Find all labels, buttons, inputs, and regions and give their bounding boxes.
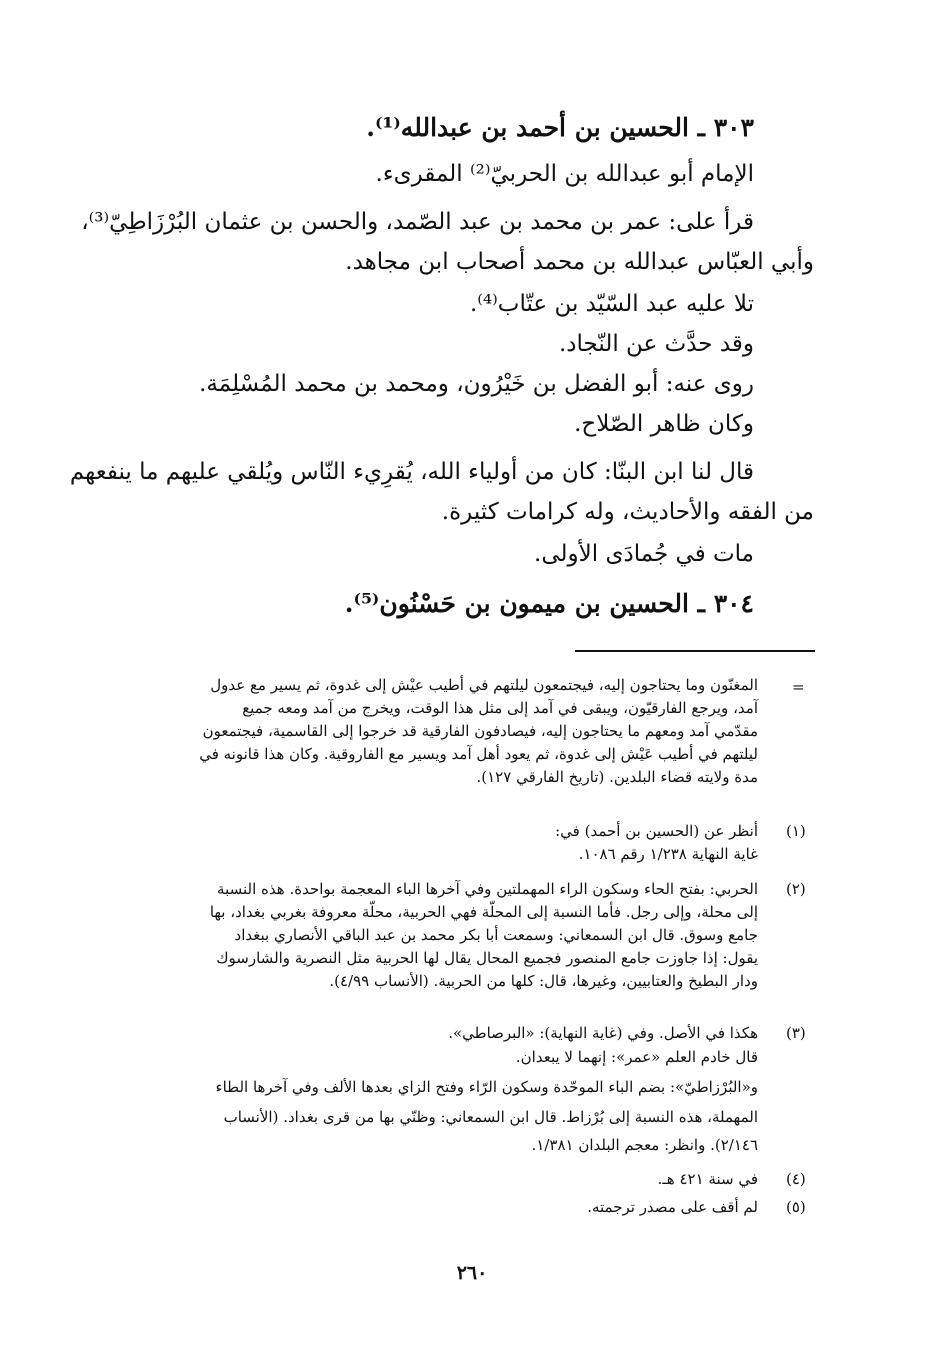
footnote-1-line-2: غاية النهاية ١/٢٣٨ رقم ١٠٨٦.	[578, 845, 758, 863]
body-line-imam: الإمام أبو عبدالله بن الحربيّ⁽²⁾ المقرىء.	[375, 161, 754, 187]
footnote-2-line-4: يقول: إذا جاوزت جامع المنصور فجميع المحال يقال لها الحربية مثل النصرية والشارسوك	[216, 949, 758, 967]
footnote-2-line-3: جامع وسوق. قال ابن السمعاني: وسمعت أبا بكر محمد بن عبد الباقي الأنصاري ببغداد	[234, 926, 758, 944]
footnote-4-text: في سنة ٤٢١ هـ.	[657, 1170, 758, 1188]
footnote-5-number: (٥)	[786, 1198, 806, 1216]
body-line-tala: تلا عليه عبد السّيّد بن عتّاب⁽⁴⁾.	[469, 291, 754, 317]
body-line-mata: مات في جُمادَى الأولى.	[534, 541, 754, 567]
footnote-1-number: (١)	[786, 822, 806, 840]
footnote-3-line-3: و«البُرْزاطيّ»: بضم الباء الموحّدة وسكون الرّاء وفتح الزاي بعدها الألف وفي آخرها الطاء	[215, 1078, 758, 1096]
footnote-cont-line-1: المغنّون وما يحتاجون إليه، فيجتمعون ليلتهم في أطيب عيْش إلى غدوة، ثم يسير مع عدول	[210, 676, 758, 694]
footnote-1-line-1: أنظر عن (الحسين بن أحمد) في:	[555, 822, 758, 840]
footnote-5-text: لم أقف على مصدر ترجمته.	[587, 1198, 758, 1216]
footnote-3-line-1: هكذا في الأصل. وفي (غاية النهاية): «البرصاطي».	[448, 1024, 758, 1042]
entry-304-heading: ٣٠٤ ـ الحسين بن ميمون بن حَسْنُون⁽⁵⁾.	[344, 589, 754, 618]
footnote-2-line-5: ودار البطيخ والعتابيين، وغيرها، قال: كلها من الحربية. (الأنساب ٤/٩٩).	[329, 972, 758, 990]
body-line-kana: وكان ظاهر الصّلاح.	[574, 411, 754, 437]
footnote-3-line-2: قال خادم العلم «عمر»: إنهما لا يبعدان.	[515, 1048, 758, 1066]
footnote-3-line-5: ٢/١٤٦). وانظر: معجم البلدان ١/٣٨١.	[531, 1136, 758, 1154]
body-line-haddath: وقد حدَّث عن النّجاد.	[558, 331, 754, 357]
footnote-cont-line-5: مدة ولايته قضاء البلدين. (تاريخ الفارقي ١٢٧).	[476, 768, 758, 786]
body-line-qara-1: قرأ على: عمر بن محمد بن عبد الصّمد، والحسن بن عثمان البُرْزَاطِيّ⁽³⁾،	[81, 209, 754, 235]
body-line-qara-2: وأبي العبّاس عبدالله بن محمد أصحاب ابن مجاهد.	[345, 249, 814, 275]
body-line-qala-1: قال لنا ابن البنّا: كان من أولياء الله، يُقرِيء النّاس ويُلقي عليهم ما ينفعهم	[69, 459, 754, 485]
footnote-3-number: (٣)	[786, 1024, 806, 1042]
footnote-divider	[575, 650, 815, 652]
page-number: ٢٦٠	[456, 1262, 488, 1284]
footnote-2-number: (٢)	[786, 880, 806, 898]
footnote-cont-line-4: ليلتهم في أطيب عَيْش إلى غدوة، ثم يعود أهل آمد ويسير مع الفاروقية. وكان هذا قانونه في	[199, 745, 758, 763]
footnote-4-number: (٤)	[786, 1170, 806, 1188]
body-line-rawa: روى عنه: أبو الفضل بن خَيْرُون، ومحمد بن محمد المُسْلِمَة.	[199, 371, 754, 397]
entry-303-heading: ٣٠٣ ـ الحسين بن أحمد بن عبدالله⁽¹⁾.	[366, 113, 754, 142]
footnote-continuation-marker: =	[792, 678, 805, 696]
footnote-cont-line-3: مقدّمي آمد ومعهم ما يحتاجون إليه، فيصادفون الفارقية قد خرجوا إلى القاسمية، فيجتمعون	[202, 722, 758, 740]
footnote-cont-line-2: آمد، ويرجع الفارقيّون، ويبقى في آمد إلى مثل هذا الوقت، ويخرج من آمد ومعه جميع	[242, 699, 758, 717]
footnote-3-line-4: المهملة، هذه النسبة إلى بُرْزاط. قال ابن السمعاني: وظنّي بها من قرى بغداد. (الأنساب	[223, 1108, 758, 1126]
body-line-qala-2: من الفقه والأحاديث، وله كرامات كثيرة.	[441, 499, 814, 525]
footnote-2-line-2: إلى محلة، وإلى رجل. فأما النسبة إلى المحلّة فهي الحربية، محلّة معروفة بغربي بغداد، بها	[209, 903, 758, 921]
footnote-2-line-1: الحربي: بفتح الحاء وسكون الراء المهملتين وفي آخرها الباء المعجمة بواحدة. هذه النسبة	[217, 880, 758, 898]
